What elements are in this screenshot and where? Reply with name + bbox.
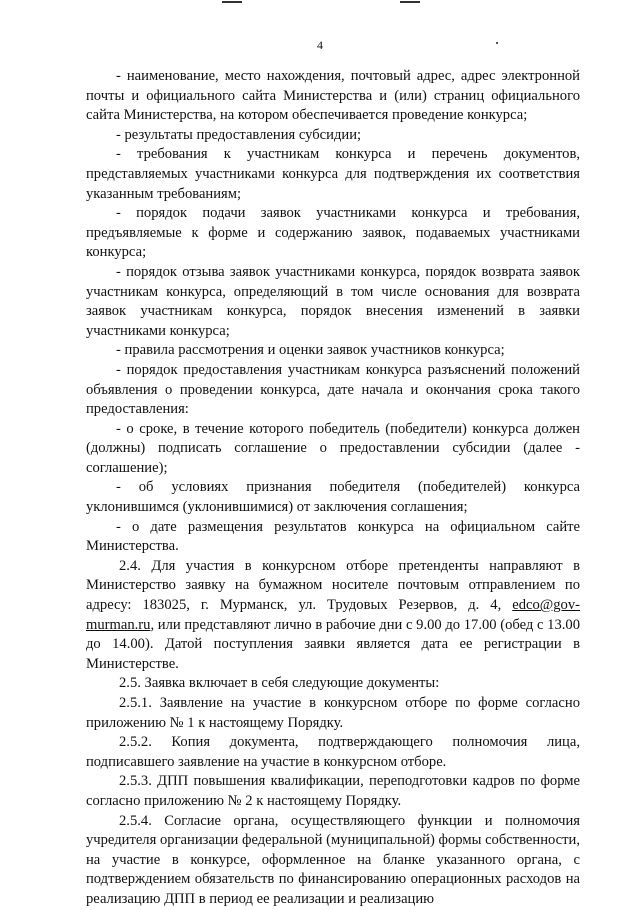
list-item-evaluation-rules: - правила рассмотрения и оценки заявок участников конкурса;: [116, 342, 505, 359]
list-item-agreement-term: - о сроке, в течение которого победитель (победители) конкурса должен (должны) подписать соглашение о предоставлении субсидии (далее - соглашение);: [86, 420, 580, 476]
paragraph-2-5-4: 2.5.4. Согласие органа, осуществляющего функции и полномочия учредителя организации федеральной (муниципальной) формы собственности, на участие в конкурсе, оформленное на бланке указанного органа, с подтверждением обязательств по финансированию операционных расходов на реализацию ДПП в период ее реализации и реализацию: [86, 812, 580, 907]
paragraph-2-4: [86, 557, 580, 675]
paragraph-2-5-2: 2.5.2. Копия документа, подтверждающего полномочия лица, подписавшего заявление на участие в конкурсном отборе.: [86, 734, 580, 770]
list-item-evasion-conditions: - об условиях признания победителя (победителей) конкурса уклонившимся (уклонившимися) от заключения соглашения;: [86, 479, 580, 516]
list-item-name-location: - наименование, место нахождения, почтовый адрес, адрес электронной почты и официального сайта Министерства и (или) страниц официального сайта Министерства, на котором обеспечивается проведение конкурса;: [86, 68, 580, 124]
list-item-participant-requirements: - требования к участникам конкурса и перечень документов, представляемых участниками конкурса для подтверждения их соответствия указанным требованиям;: [86, 146, 580, 202]
list-item-clarifications: - порядок предоставления участникам конкурса разъяснений положений объявления о проведении конкурса, дате начала и окончания срока такого предоставления:: [86, 361, 580, 418]
scan-edge-line-right: [400, 1, 420, 3]
list-item-withdrawal-procedure: - порядок отзыва заявок участниками конкурса, порядок возврата заявок участникам конкурса, определяющий в том числе основания для возврата заявок участникам конкурса, порядок внесения изменений в заявки участниками конкурса;: [86, 263, 580, 339]
page-number: 4: [317, 38, 323, 52]
scan-edge-line-left: [222, 1, 242, 3]
list-item-results-publication: - о дате размещения результатов конкурса на официальном сайте Министерства.: [86, 518, 580, 555]
list-item-subsidy-results: - результаты предоставления субсидии;: [116, 126, 362, 143]
email-link[interactable]: edco@gov-murman.ru: [86, 597, 580, 633]
document-body: [86, 67, 580, 910]
paragraph-2-4-text-start: 2.4. Для участия в конкурсном отборе претенденты направляют в Министерство заявку на бумажном носителе почтовым отправлением по адресу: 183025, г. Мурманск, ул. Трудовых Резервов, д. 4,: [86, 557, 580, 614]
scan-speck: [496, 42, 498, 44]
paragraph-2-5-3: 2.5.3. ДПП повышения квалификации, переподготовки кадров по форме согласно приложению № 2 к настоящему Порядку.: [86, 773, 580, 809]
paragraph-2-5-1: 2.5.1. Заявление на участие в конкурсном отборе по форме согласно приложению № 1 к настоящему Порядку.: [86, 695, 580, 731]
list-item-application-procedure: - порядок подачи заявок участниками конкурса и требования, предъявляемые к форме и содержанию заявок, подаваемых участниками конкурса;: [86, 205, 580, 261]
paragraph-2-5: 2.5. Заявка включает в себя следующие документы:: [119, 675, 440, 692]
paragraph-2-4-text-end: , или представляют лично в рабочие дни с 9.00 до 17.00 (обед с 13.00 до 14.00). Датой поступления заявки является дата ее регистрации в Министерстве.: [86, 616, 580, 672]
